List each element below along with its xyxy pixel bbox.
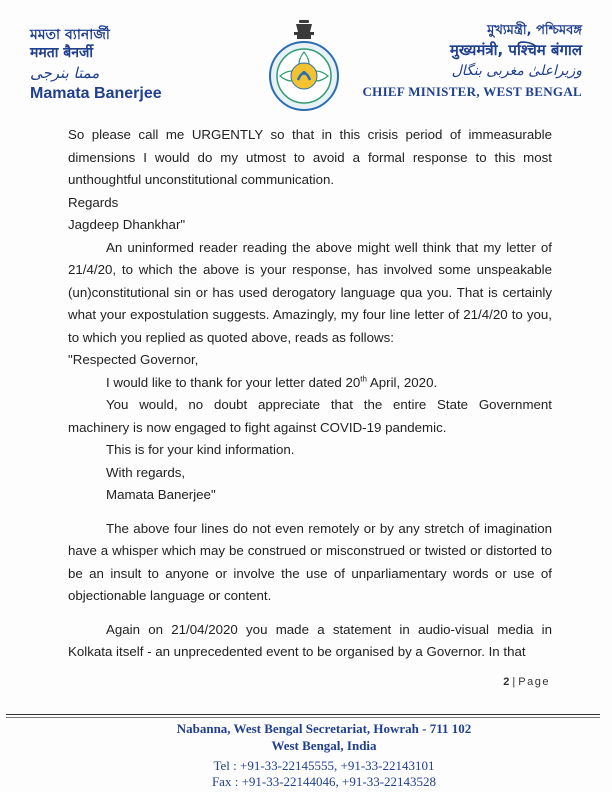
footer-telephone: Tel : +91-33-22145555, +91-33-22143101 xyxy=(213,758,435,773)
paragraph-gap xyxy=(68,507,552,518)
paragraph-gap xyxy=(68,608,552,619)
bengali-name: মমতা ব্যানার্জী xyxy=(30,27,110,43)
letterhead-right xyxy=(322,22,582,102)
quoted-with-regards: With regards, xyxy=(106,464,186,480)
date-superscript: th xyxy=(360,374,367,384)
paragraph-urgent: So please call me URGENTLY so that in this crisis period of immeasurable dimensions I would do my utmost to avoid a formal response to this most unthoughtful unconstitutional communication. xyxy=(68,127,552,187)
footer xyxy=(0,720,612,790)
quoted-thanks-date: April, 2020. xyxy=(366,374,438,390)
quoted-signature: Mamata Banerjee" xyxy=(106,487,216,502)
english-name: Mamata Banerjee xyxy=(30,85,162,102)
page-number-separator: | xyxy=(509,676,519,688)
quoted-thanks xyxy=(68,372,552,395)
footer-fax: Fax : +91-33-22144046, +91-33-22143528 xyxy=(211,774,437,789)
bengali-title: মুখ্যমন্ত্রী, পশ্চিমবঙ্গ xyxy=(487,23,582,38)
closing-regards: Regards xyxy=(68,194,119,210)
footer-divider-secondary xyxy=(6,717,600,718)
footer-address: Nabanna, West Bengal Secretariat, Howrah - 711 102 xyxy=(176,721,472,736)
english-title: CHIEF MINISTER, WEST BENGAL xyxy=(362,84,582,99)
footer-state: West Bengal, India xyxy=(271,738,377,753)
paragraph-four-lines: The above four lines do not even remotely or by any stretch of imagination have a whisper which may be construed or misconstrued or twisted or distorted to be an insult to anyone or involve the use of unparliamentary words or use of objectionable language or content. xyxy=(68,520,552,603)
quoted-info-line: This is for your kind information. xyxy=(106,442,295,457)
hindi-title: मुख्यमंत्री, पश्चिम बंगाल xyxy=(449,41,582,59)
urdu-name: ممتا بنرجی xyxy=(30,64,100,82)
quoted-thanks-text: I would like to thank for your letter dated 20 xyxy=(106,374,361,390)
quoted-salutation: "Respected Governor, xyxy=(68,352,199,367)
quoted-covid-paragraph: You would, no doubt appreciate that the entire State Government machinery is now engaged to fight against COVID-19 pandemic. xyxy=(68,397,552,435)
footer-divider xyxy=(6,714,600,715)
page-number-label: Page xyxy=(518,676,550,688)
letterhead-left xyxy=(30,26,230,104)
page-number-value: 2 xyxy=(503,676,510,688)
urdu-title: وزیراعلیٰ مغربی بنگال xyxy=(451,63,582,79)
page-number xyxy=(503,676,550,688)
paragraph-uninformed-reader: An uninformed reader reading the above might well think that my letter of 21/4/20, to which the above is your response, has involved some unspeakable (un)constitutional sin or has used derogatory language qua you. That is certainly what your expostulation suggests. Amazingly, my four line letter of 21/4/20 to you, to which you replied as quoted above, reads as follows: xyxy=(68,239,552,345)
paragraph-again: Again on 21/04/2020 you made a statement in audio-visual media in Kolkata itself - an unprecedented event to be organised by a Governor. In that xyxy=(68,621,552,659)
hindi-name: ममता बैनर्जी xyxy=(30,45,94,61)
letter-body xyxy=(68,124,552,664)
signature-dhankhar: Jagdeep Dhankhar" xyxy=(68,217,186,232)
